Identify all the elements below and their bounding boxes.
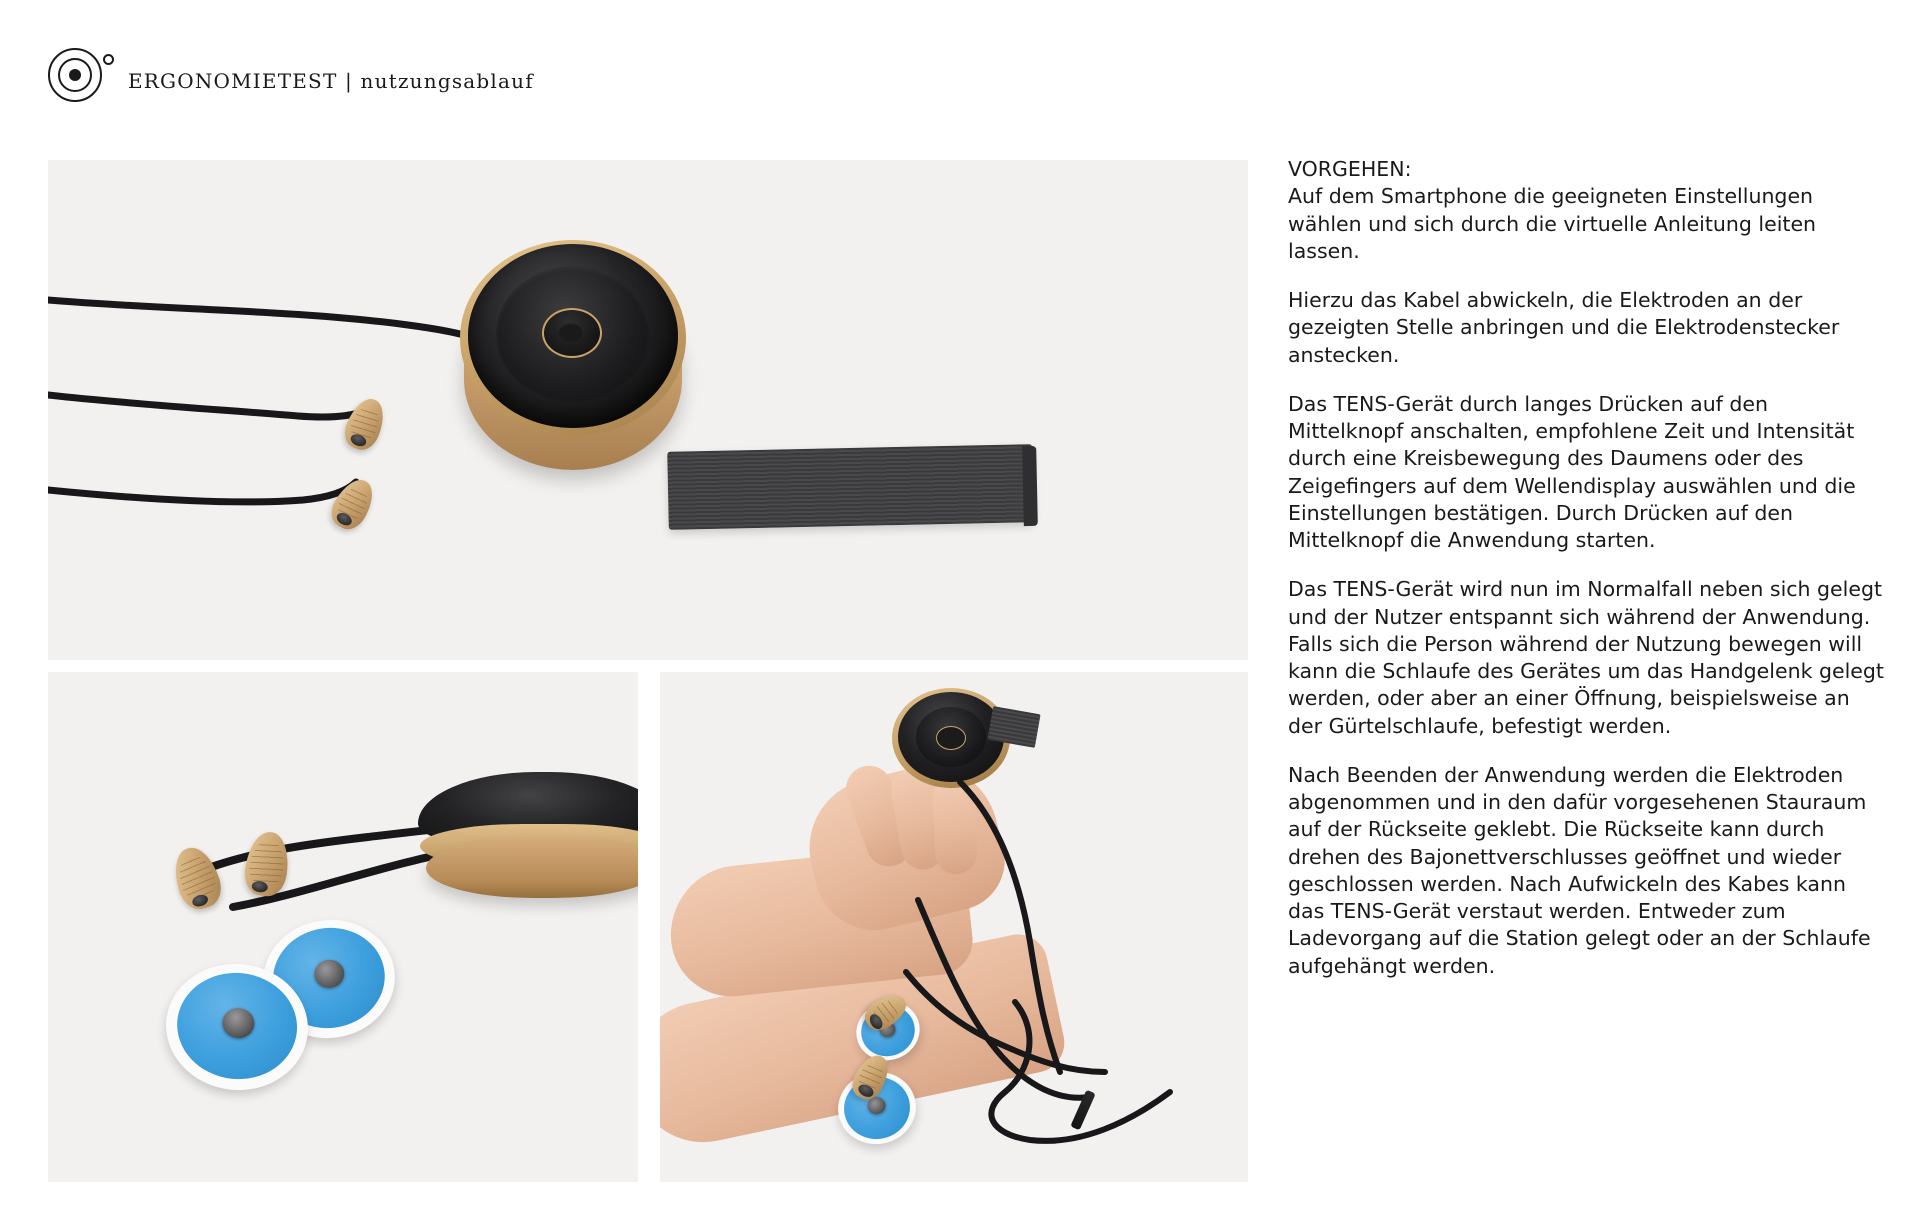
- page-title: ERGONOMIETEST | nutzungsablauf: [128, 69, 534, 93]
- device-strap-end: [1022, 446, 1038, 526]
- figure-electrodes: [48, 672, 638, 1182]
- page-header: [48, 42, 534, 108]
- photo-scene-bottom-left: [48, 672, 638, 1182]
- tens-device-edge: [418, 772, 638, 922]
- cable-illustration-right: [660, 672, 1248, 1182]
- tens-device: [458, 222, 688, 452]
- procedure-paragraph-5: Nach Beenden der Anwendung werden die Elektroden abgenommen und in den dafür vorgesehenen Stauraum auf der Rückseite geklebt. Die Rückseite kann durch drehen des Bajonettverschlusses geöffnet und wieder geschlossen werden. Nach Aufwickeln des Kabes kann das TENS-Gerät verstaut werden. Entweder zum Ladevorgang auf die Station gelegt oder an der Schlaufe aufgehängt werden.: [1288, 762, 1871, 978]
- logo-center-dot: [69, 69, 81, 81]
- photo-scene-top: [48, 160, 1248, 660]
- device-center-dot: [558, 322, 584, 342]
- procedure-heading: VORGEHEN:: [1288, 157, 1412, 181]
- photo-scene-bottom-right: [660, 672, 1248, 1182]
- procedure-paragraph-2: Hierzu das Kabel abwickeln, die Elektroden an der gezeigten Stelle anbringen und die Elektrodenstecker anstecken.: [1288, 288, 1840, 367]
- figure-device-overview: [48, 160, 1248, 660]
- device-strap: [667, 444, 1034, 530]
- procedure-paragraph-1: Auf dem Smartphone die geeigneten Einstellungen wählen und sich durch die virtuelle Anleitung leiten lassen.: [1288, 184, 1817, 263]
- procedure-paragraph-3: Das TENS-Gerät durch langes Drücken auf den Mittelknopf anschalten, empfohlene Zeit und Intensität durch eine Kreisbewegung des Daumens oder des Zeigefingers auf dem Wellendisplay auswählen und die Einstellungen bestätigen. Durch Drücken auf den Mittelknopf die Anwendung starten.: [1288, 391, 1856, 552]
- procedure-paragraph-4: Das TENS-Gerät wird nun im Normalfall neben sich gelegt und der Nutzer entspannt sich während der Anwendung. Falls sich die Person während der Nutzung bewegen will kann die Schlaufe des Gerätes um das Handgelenk gelegt werden, oder aber an einer Öffnung, beispielsweise an der Gürtelschlaufe, befestigt werden.: [1288, 577, 1884, 738]
- electrode-plug-right: [242, 829, 292, 898]
- figure-application-on-arm: [660, 672, 1248, 1182]
- device-wood-rim: [426, 838, 638, 898]
- procedure-text-column: [1288, 156, 1888, 980]
- logo-satellite-dot: [103, 54, 114, 65]
- concentric-circles-logo-icon: [48, 42, 114, 108]
